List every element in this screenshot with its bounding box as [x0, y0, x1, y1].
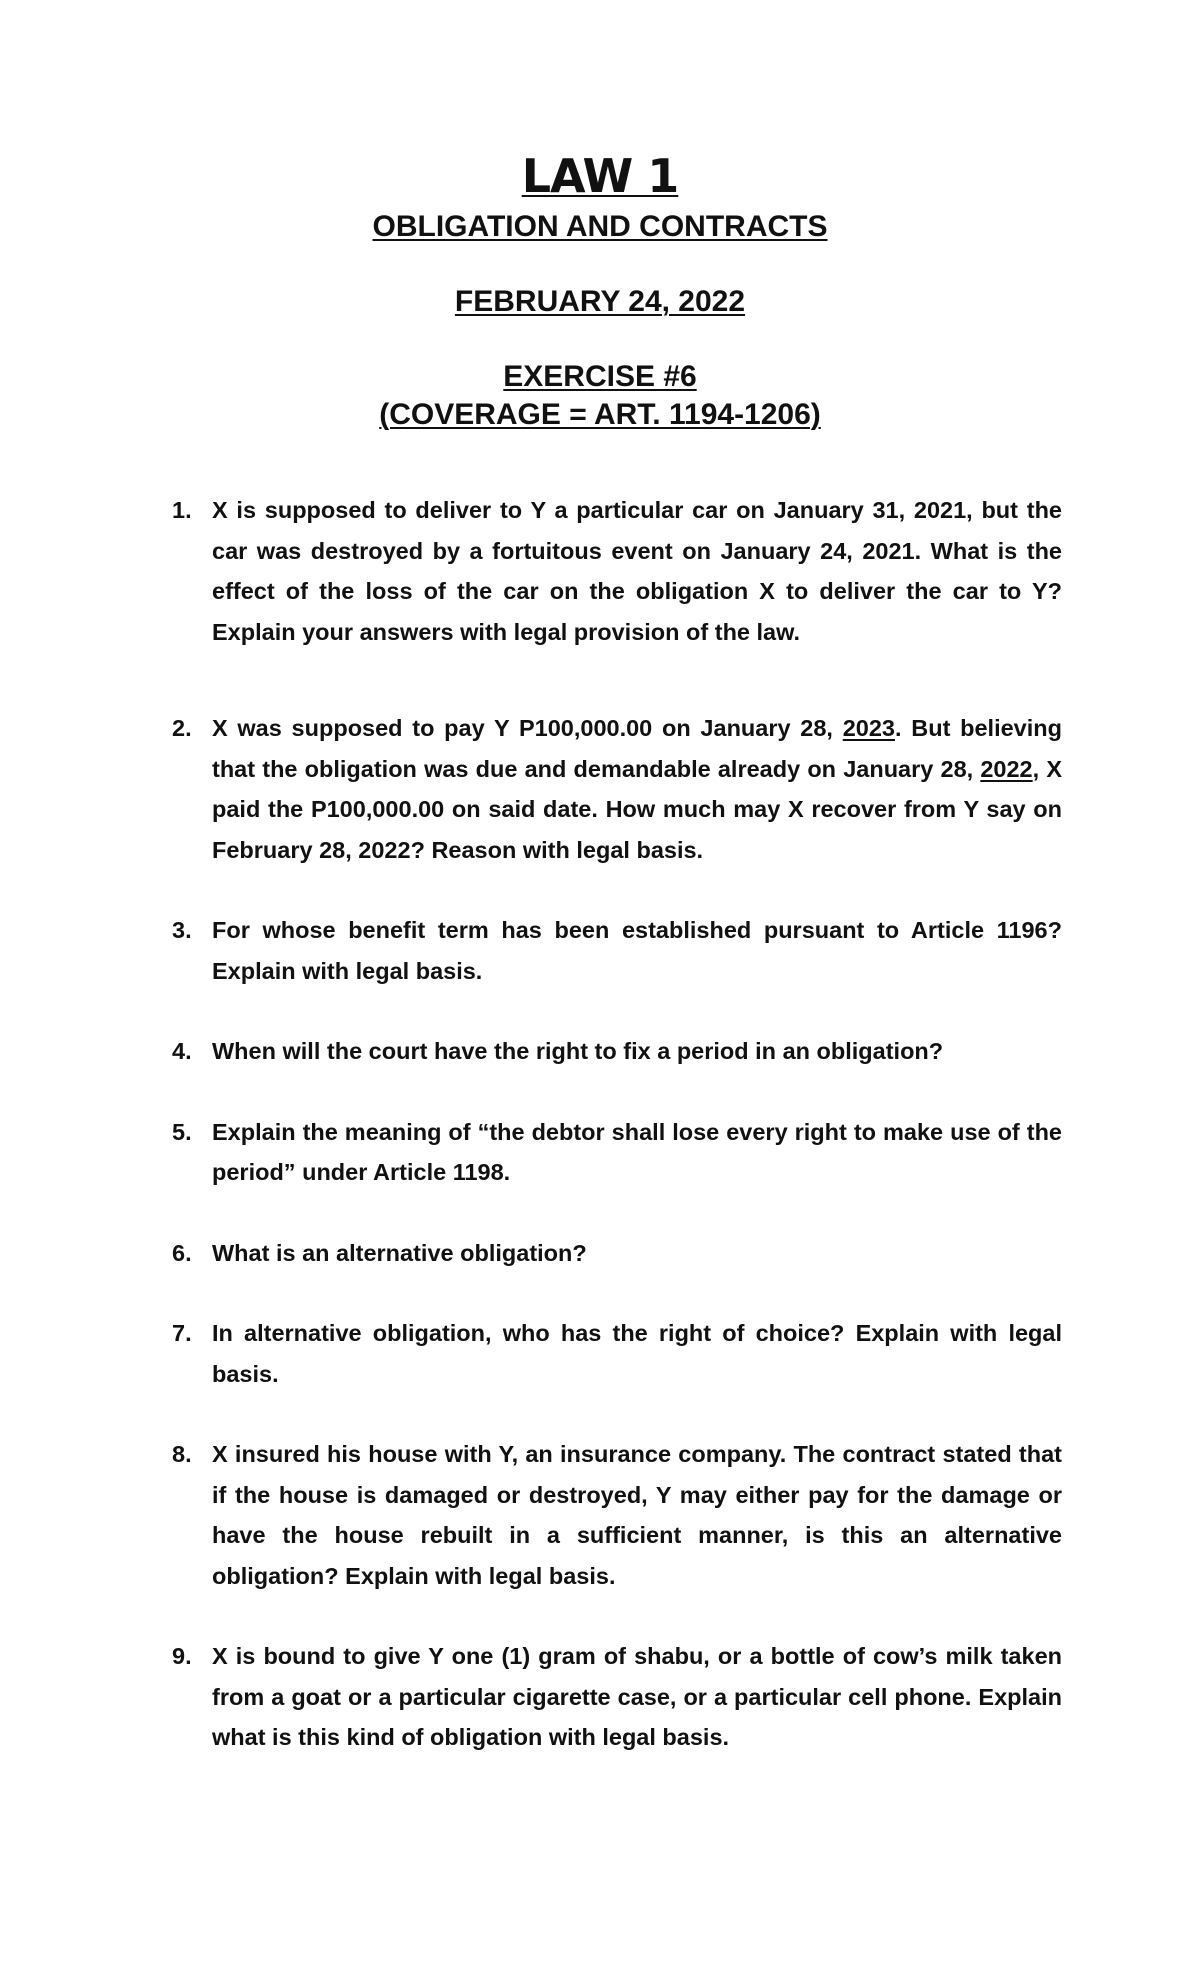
underlined-year: 2022 [980, 755, 1033, 782]
question-item [172, 490, 1062, 652]
question-item [172, 1636, 1062, 1758]
question-number: 2. [172, 715, 192, 741]
underlined-year: 2023 [842, 715, 895, 741]
question-text: When will the court have the right to fix a period in an obligation? [212, 1038, 944, 1064]
question-item [172, 708, 1062, 870]
course-title: LAW 1 [521, 149, 679, 203]
question-text: For whose benefit term has been established pursuant to Article 1196? Explain with legal basis. [212, 917, 1062, 984]
question-number: 6. [172, 1239, 192, 1266]
subject-title: OBLIGATION AND CONTRACTS [372, 210, 828, 243]
question-text: X insured his house with Y, an insurance company. The contract stated that if the house is damaged or destroyed, Y may either pay for the damage or have the house rebuilt in a sufficient manner, is this an alternative obligation? Explain with legal basis. [212, 1441, 1062, 1589]
question-number: 9. [172, 1643, 192, 1669]
question-number: 7. [172, 1320, 192, 1346]
question-item [172, 1233, 1062, 1274]
question-text: X is bound to give Y one (1) gram of shabu, or a bottle of cow’s milk taken from a goat or a particular cigarette case, or a particular cell phone. Explain what is this kind of obligation with legal basis. [212, 1643, 1062, 1750]
question-number: 3. [172, 917, 192, 943]
question-text: X is supposed to deliver to Y a particular car on January 31, 2021, but the car was destroyed by a fortuitous event on January 24, 2021. What is the effect of the loss of the car on the obligation X to deliver the car to Y? Explain your answers with legal provision of the law. [212, 497, 1062, 645]
question-text-part: . But believing that the obligation was due and demandable already on January 28, [212, 715, 1062, 782]
question-item [172, 1434, 1062, 1596]
question-text: What is an alternative obligation? [212, 1239, 587, 1266]
question-item [172, 1031, 1062, 1072]
question-number: 5. [172, 1118, 192, 1145]
question-text-part: X was supposed to pay Y P100,000.00 on January 28, [212, 715, 843, 741]
coverage-note: (COVERAGE = ART. 1194-1206) [379, 398, 821, 431]
question-text-part: , X paid the P100,000.00 on said date. How much may X recover from Y say on February 28, 2022? Reason with legal basis. [212, 755, 1062, 863]
question-number: 1. [172, 497, 192, 523]
question-text [212, 708, 1062, 870]
exercise-date: FEBRUARY 24, 2022 [454, 285, 746, 318]
question-item [172, 1112, 1062, 1193]
question-number: 8. [172, 1441, 192, 1467]
question-text: Explain the meaning of “the debtor shall lose every right to make use of the period” under Article 1198. [212, 1118, 1062, 1185]
question-text: In alternative obligation, who has the right of choice? Explain with legal basis. [212, 1320, 1062, 1387]
question-item [172, 910, 1062, 991]
question-list [172, 490, 1062, 1758]
question-number: 4. [172, 1038, 192, 1064]
question-item [172, 1313, 1062, 1394]
exercise-title: EXERCISE #6 [503, 360, 697, 393]
